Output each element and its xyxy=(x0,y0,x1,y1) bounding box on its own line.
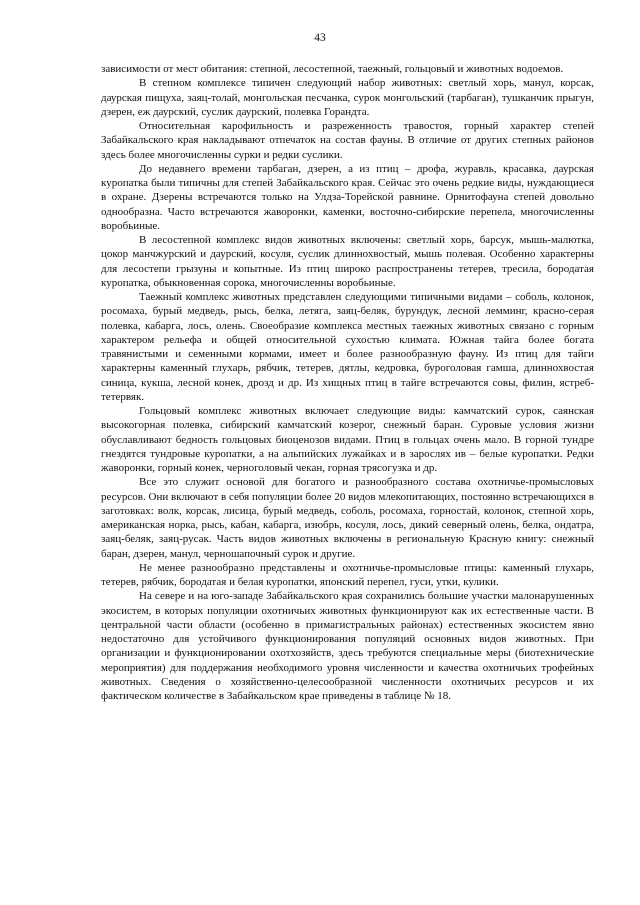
paragraph-habitat-continuation: зависимости от мест обитания: степной, лесостепной, таежный, гольцовый и животных водоемов. xyxy=(101,63,564,75)
paragraph-hunting-resources: Все это служит основой для богатого и разнообразного состава охотничье-промысловых ресурсов. Они включают в себя популяции более 20 видов млекопитающих, постоянно встречающихся в заготовках: волк, корсак, лисица, бурый медведь, соболь, росомаха, горностай, колонок, степной хорь, американская норка, рысь, кабан, кабарга, изюбрь, косуля, лось, дикий северный олень, белка, ондатра, заяц-беляк, заяц-русак. Часть видов животных включены в региональную Красную книгу: снежный баран, дзерен, манул, черношапочный сурок и другие. xyxy=(101,476,594,560)
paragraph-steppe-features: Относительная карофильность и разреженность травостоя, горный характер степей Забайкальского края накладывают отпечаток на состав фауны. В отличие от других степных районов здесь более многочисленны сурки и редки суслики. xyxy=(101,120,594,161)
paragraph-steppe-complex: В степном комплексе типичен следующий набор животных: светлый хорь, манул, корсак, даурская пищуха, заяц-толай, монгольская песчанка, сурок монгольский (тарбаган), тушканчик прыгун, дзерен, еж даурский, суслик даурский, полевка Горандта. xyxy=(101,77,594,118)
body-text xyxy=(101,62,594,703)
paragraph-forest-steppe-complex: В лесостепной комплекс видов животных включены: светлый хорь, барсук, мышь-малютка, цокор манчжурский и даурский, косуля, суслик длиннохвостый, мышь полевая. Особенно характерны для лесостепи грызуны и копытные. Из птиц широко распространены тетерев, тресила, бородатая куропатка, обыкновенная сорока, многочисленны воробьиные. xyxy=(101,234,594,289)
paragraph-ecosystems: На севере и на юго-западе Забайкальского края сохранились большие участки малонарушенных экосистем, в которых популяции охотничьих животных функционируют как их естественные части. В центральной части области (особенно в примагистральных районах) естественных экосистем явно недостаточно для устойчивого функционирования популяций основных видов животных. При организации и функционировании охотхозяйств, здесь требуются специальные меры (биотехнические мероприятия) для поддержания необходимого уровня численности и качества охотничьих трофейных животных. Сведения о хозяйственно-целесообразной численности охотничьих ресурсов и их фактическом количестве в Забайкальском крае приведены в таблице № 18. xyxy=(101,590,594,702)
paragraph-taiga-complex: Таежный комплекс животных представлен следующими типичными видами – соболь, колонок, росомаха, бурый медведь, рысь, белка, летяга, заяц-беляк, бурундук, лесной лемминг, красно-серая полевка, кабарга, лось, олень. Своеобразие комплекса местных таежных животных связано с горным характером рельефа и общей относительной сухостью климата. Южная тайга более богата травянистыми и семенными кормами, имеет и более разнообразную фауну. Из птиц для тайги характерны каменный глухарь, рябчик, тетерев, дятлы, кедровка, буроголовая гамша, длиннохвостая синица, кукша, лесной конек, дрозд и др. Из хищных птиц в тайге встречаются совы, филин, ястреб-тетервяк. xyxy=(101,291,594,403)
page-number: 43 xyxy=(314,32,326,44)
paragraph-game-birds: Не менее разнообразно представлены и охотничье-промысловые птицы: каменный глухарь, тетерев, рябчик, бородатая и белая куропатки, японский перепел, гуси, утки, кулики. xyxy=(101,561,594,588)
paragraph-alpine-complex: Гольцовый комплекс животных включает следующие виды: камчатский сурок, саянская высокогорная полевка, сибирский камчатский козерог, снежный баран. Суровые условия жизни обуславливают бедность гольцовых биоценозов видами. Птиц в гольцах очень мало. В горной тундре гнездятся тундровые куропатки, а на альпийских лужайках и в зарослях ив – белые куропатки. Редки жаворонки, горный конек, черноголовый чекан, горная трясогузка и др. xyxy=(101,405,594,474)
paragraph-steppe-birds: До недавнего времени тарбаган, дзерен, а из птиц – дрофа, журавль, красавка, даурская куропатка были типичны для степей Забайкальского края. Сейчас это очень редкие виды, нуждающиеся в охране. Дзерены встречаются только на Улдза-Торейской равнине. Орнитофауна степей довольно однообразна. Часто встречаются жаворонки, каменки, восточно-сибирские перепела, многочисленны воробьиные. xyxy=(101,162,594,232)
